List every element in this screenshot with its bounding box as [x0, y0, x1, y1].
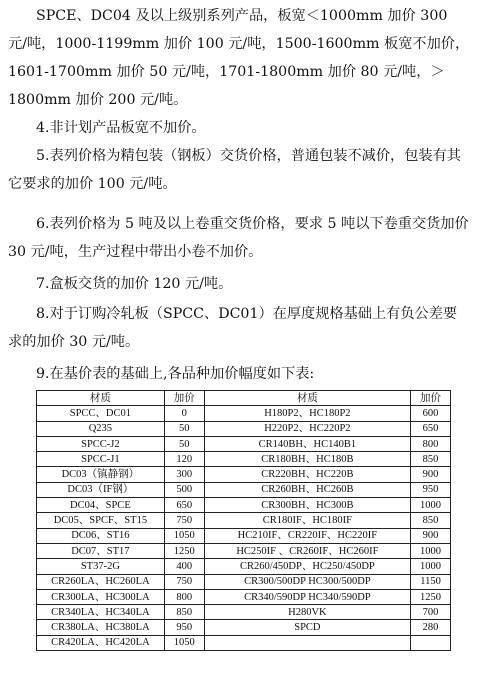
table-row [37, 452, 451, 467]
table-row [37, 498, 451, 513]
cell-material-left: DC07、ST17 [37, 543, 165, 558]
table-row [37, 589, 451, 604]
cell-surcharge-left: 800 [164, 589, 204, 604]
paragraph-item-9: 9.在基价表的基础上,各品种加价幅度如下表: [36, 366, 315, 382]
cell-surcharge-right: 900 [411, 528, 451, 543]
table-row [37, 513, 451, 528]
cell-material-right: CR260/450DP、HC250/450DP [204, 559, 410, 574]
header-material-left: 材质 [37, 391, 165, 406]
cell-material-left: CR340LA、HC340LA [37, 605, 165, 620]
cell-surcharge-left: 120 [164, 452, 204, 467]
cell-material-left: Q235 [37, 421, 165, 436]
cell-material-left: SPCC-J1 [37, 452, 165, 467]
cell-surcharge-left: 0 [164, 406, 204, 421]
table-row [37, 421, 451, 436]
paragraph-item-7: 7.盒板交货的加价 120 元/吨。 [36, 276, 233, 292]
cell-surcharge-left: 850 [164, 605, 204, 620]
cell-material-left: CR420LA、HC420LA [37, 635, 165, 650]
header-material-right: 材质 [204, 391, 410, 406]
cell-surcharge-right [411, 635, 451, 650]
cell-material-left: CR260LA、HC260LA [37, 574, 165, 589]
cell-surcharge-right: 850 [411, 452, 451, 467]
cell-material-right: CR300/500DP HC300/500DP [204, 574, 410, 589]
paragraph-item-8: 8.对于订购冷轧板（SPCC、DC01）在厚度规格基础上有负公差要求的加价 30 元/吨。 [8, 306, 458, 350]
paragraph-item-4: 4.非计划产品板宽不加价。 [36, 120, 206, 136]
cell-material-left: CR300LA、HC300LA [37, 589, 165, 604]
cell-material-right [204, 635, 410, 650]
cell-material-right: SPCD [204, 620, 410, 635]
cell-surcharge-right: 1000 [411, 543, 451, 558]
cell-surcharge-right: 900 [411, 467, 451, 482]
cell-surcharge-left: 650 [164, 498, 204, 513]
cell-surcharge-left: 50 [164, 421, 204, 436]
header-surcharge-left: 加价 [164, 391, 204, 406]
cell-material-right: H180P2、HC180P2 [204, 406, 410, 421]
cell-material-right: H220P2、HC220P2 [204, 421, 410, 436]
cell-surcharge-left: 300 [164, 467, 204, 482]
table-row [37, 620, 451, 635]
cell-material-left: DC04、SPCE [37, 498, 165, 513]
cell-surcharge-right: 1000 [411, 498, 451, 513]
cell-material-right: HC210IF、CR220IF、HC220IF [204, 528, 410, 543]
cell-material-left: DC03（IF钢） [37, 482, 165, 497]
cell-material-right: CR180BH、HC180B [204, 452, 410, 467]
cell-material-right: CR300BH、HC300B [204, 498, 410, 513]
cell-material-right: CR260BH、HC260B [204, 482, 410, 497]
cell-surcharge-right: 1150 [411, 574, 451, 589]
table-row [37, 559, 451, 574]
table-body [37, 406, 451, 651]
table-row [37, 574, 451, 589]
cell-surcharge-left: 1050 [164, 635, 204, 650]
cell-material-left: CR380LA、HC380LA [37, 620, 165, 635]
table-row [37, 436, 451, 451]
cell-material-left: DC03（镇静钢） [37, 467, 165, 482]
cell-surcharge-left: 750 [164, 574, 204, 589]
cell-material-right: CR220BH、HC220B [204, 467, 410, 482]
cell-material-right: HC250IF 、CR260IF、HC260IF [204, 543, 410, 558]
cell-surcharge-right: 280 [411, 620, 451, 635]
table-row [37, 528, 451, 543]
cell-material-left: ST37-2G [37, 559, 165, 574]
cell-material-right: CR340/590DP HC340/590DP [204, 589, 410, 604]
cell-surcharge-right: 1000 [411, 559, 451, 574]
cell-surcharge-left: 500 [164, 482, 204, 497]
header-surcharge-right: 加价 [411, 391, 451, 406]
cell-surcharge-right: 600 [411, 406, 451, 421]
cell-surcharge-right: 650 [411, 421, 451, 436]
cell-surcharge-right: 950 [411, 482, 451, 497]
cell-surcharge-left: 950 [164, 620, 204, 635]
cell-surcharge-left: 1250 [164, 543, 204, 558]
cell-material-left: SPCC、DC01 [37, 406, 165, 421]
cell-material-left: DC05、SPCF、ST15 [37, 513, 165, 528]
table-row [37, 482, 451, 497]
surcharge-table [36, 390, 451, 651]
cell-surcharge-left: 50 [164, 436, 204, 451]
cell-surcharge-left: 1050 [164, 528, 204, 543]
cell-material-right: H280VK [204, 605, 410, 620]
table-row [37, 467, 451, 482]
cell-material-right: CR180IF、HC180IF [204, 513, 410, 528]
cell-surcharge-right: 850 [411, 513, 451, 528]
cell-material-left: DC06、ST16 [37, 528, 165, 543]
table-row [37, 605, 451, 620]
table-row [37, 543, 451, 558]
cell-surcharge-right: 1250 [411, 589, 451, 604]
cell-material-right: CR140BH、HC140B1 [204, 436, 410, 451]
paragraph-item-6: 6.表列价格为 5 吨及以上卷重交货价格，要求 5 吨以下卷重交货加价 30 元/吨，生产过程中带出小卷不加价。 [8, 216, 469, 260]
paragraph-width-surcharge: SPCE、DC04 及以上级别系列产品，板宽＜1000mm 加价 300 元/吨，1000-1199mm 加价 100 元/吨，1500-1600mm 板宽不加价，1601-1700mm 加价 50 元/吨，1701-1800mm 加价 80 元/吨，＞1800mm 加价 200 元/吨。 [8, 8, 470, 108]
cell-material-left: SPCC-J2 [37, 436, 165, 451]
paragraph-item-5: 5.表列价格为精包装（钢板）交货价格，普通包装不减价，包装有其它要求的加价 100 元/吨。 [8, 148, 461, 192]
table-row [37, 406, 451, 421]
cell-surcharge-left: 750 [164, 513, 204, 528]
cell-surcharge-right: 800 [411, 436, 451, 451]
cell-surcharge-right: 700 [411, 605, 451, 620]
cell-surcharge-left: 400 [164, 559, 204, 574]
table-header-row [37, 391, 451, 406]
table-row [37, 635, 451, 650]
